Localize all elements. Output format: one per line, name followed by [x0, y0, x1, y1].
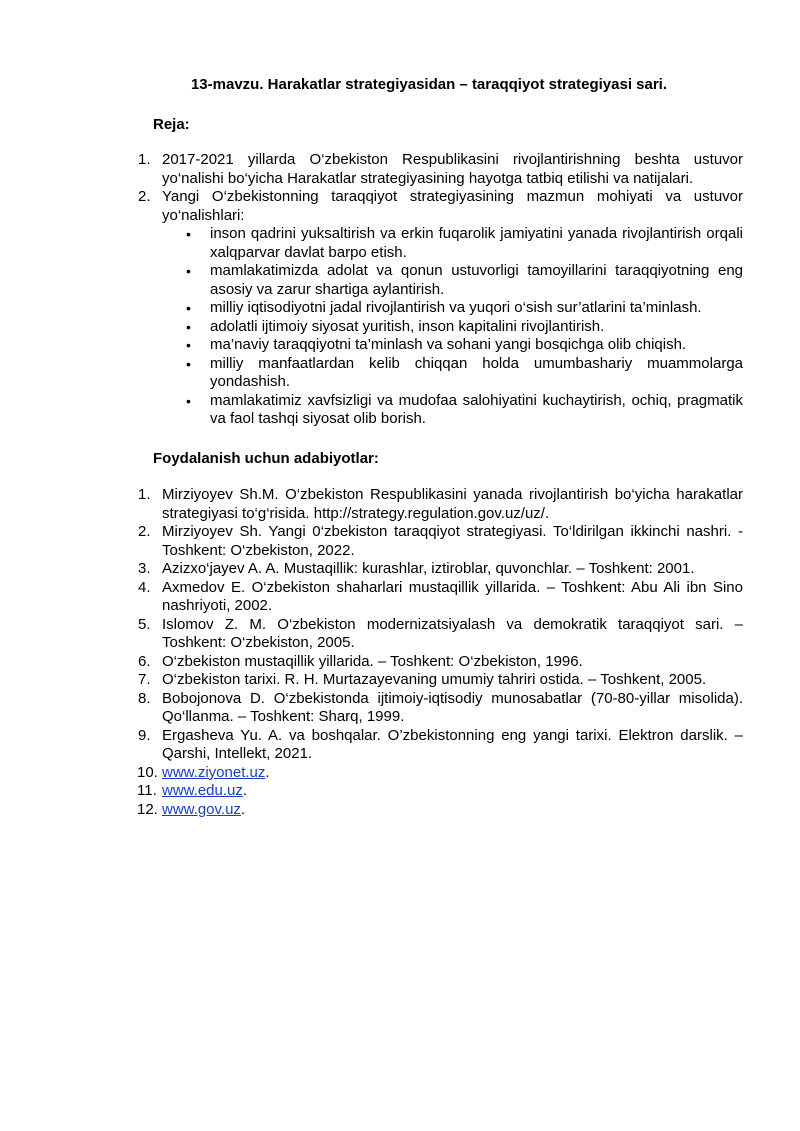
plan-item-1 — [138, 151, 743, 188]
reference-item — [138, 653, 743, 672]
plan-item-text: Yangi O‘zbekistonning taraqqiyot strategiyasining mazmun mohiyati va ustuvor yo‘nalishlari: — [162, 188, 743, 224]
reference-number: 8. — [138, 689, 151, 707]
reference-link-item — [138, 764, 743, 783]
link-suffix: . — [265, 763, 270, 781]
reference-text: Axmedov E. O‘zbekiston shaharlari mustaqillik yillarida. – Toshkent: Abu Ali ibn Sino nashriyoti, 2002. — [162, 578, 743, 614]
reference-number: 6. — [138, 652, 151, 670]
reference-item — [138, 616, 743, 653]
bullet-icon: • — [186, 318, 191, 335]
reference-item — [138, 486, 743, 523]
bullet-text: milliy iqtisodiyotni jadal rivojlantirish va yuqori o‘sish sur’atlarini ta’minlash. — [210, 299, 702, 316]
plan-item-number: 2. — [138, 188, 151, 205]
reference-number: 12. — [137, 800, 158, 818]
reference-text: Islomov Z. M. O‘zbekiston modernizatsiyalash va demokratik taraqqiyot sari. – Toshkent: O‘zbekiston, 2005. — [162, 615, 743, 651]
reference-item — [138, 671, 743, 690]
plan-item-text: 2017-2021 yillarda O‘zbekiston Respublikasini rivojlantirishning beshta ustuvor yo‘nalishi bo‘yicha Harakatlar strategiyasining hayotga tatbiq etilishi va natijalari. — [162, 151, 743, 187]
reference-text: O‘zbekiston mustaqillik yillarida. – Toshkent: O‘zbekiston, 1996. — [162, 652, 583, 670]
reference-number: 11. — [137, 782, 157, 799]
reference-item — [138, 560, 743, 579]
reference-link-item — [138, 782, 743, 801]
bullet-item — [162, 299, 743, 318]
bullet-text: milliy manfaatlardan kelib chiqqan holda umumbashariy muammolarga yondashish. — [210, 354, 743, 390]
bullet-icon: • — [186, 337, 191, 353]
bullet-item — [162, 392, 743, 429]
bullet-item — [162, 336, 743, 355]
bullet-item — [162, 262, 743, 299]
bullet-text: ma’naviy taraqqiyotni ta’minlash va sohani yangi bosqichga olib chiqish. — [210, 336, 687, 353]
plan-list — [138, 151, 743, 429]
bullet-text: adolatli ijtimoiy siyosat yuritish, inson kapitalini rivojlantirish. — [210, 317, 605, 335]
bullet-icon: • — [186, 226, 191, 242]
reference-item — [138, 690, 743, 727]
reference-link-item — [138, 801, 743, 820]
reference-number: 7. — [138, 671, 151, 688]
plan-item-2 — [138, 188, 743, 429]
bullet-text: mamlakatimizda adolat va qonun ustuvorligi tamoyillarini taraqqiyotning eng asosiy va zarur shartiga aylantirish. — [210, 262, 743, 298]
link-suffix: . — [240, 800, 246, 818]
reference-text: Bobojonova D. O‘zbekistonda ijtimoiy-iqtisodiy munosabatlar (70-80-yillar misolida). Qo‘llanma. – Toshkent: Sharq, 1999. — [162, 689, 743, 725]
topic-title: 13-mavzu. Harakatlar strategiyasidan – taraqqiyot strategiyasi sari. — [190, 76, 668, 93]
reference-number: 3. — [138, 560, 151, 577]
reference-number: 5. — [138, 615, 151, 633]
ziyonet-link[interactable]: www.ziyonet.uz — [162, 763, 266, 781]
literature-heading: Foydalanish uchun adabiyotlar: — [153, 450, 379, 467]
bullet-text: inson qadrini yuksaltirish va erkin fuqarolik jamiyatini yanada rivojlantirish orqali xalqparvar davlat barpo etish. — [210, 225, 743, 261]
link-suffix: . — [242, 782, 248, 799]
reference-text: Ergasheva Yu. A. va boshqalar. O’zbekistonning eng yangi tarixi. Elektron darslik. – Qarshi, Intellekt, 2021. — [162, 726, 743, 762]
reference-text: O‘zbekiston tarixi. R. H. Murtazayevaning umumiy tahriri ostida. – Toshkent, 2005. — [162, 671, 707, 688]
bullet-item — [162, 318, 743, 337]
bullet-icon: • — [186, 300, 191, 316]
reference-item — [138, 727, 743, 764]
reference-number: 9. — [138, 726, 151, 744]
reference-text: Mirziyoyev Sh.M. O‘zbekiston Respublikasini yanada rivojlantirish bo‘yicha harakatlar strategiyasi to‘g‘risida. http://strategy.regulation.gov.uz/uz/. — [162, 486, 743, 522]
plan-heading: Reja: — [153, 116, 190, 133]
edu-link[interactable]: www.edu.uz — [162, 782, 243, 799]
gov-link[interactable]: www.gov.uz — [162, 800, 241, 818]
bullet-icon: • — [186, 355, 191, 372]
reference-number: 1. — [138, 486, 151, 503]
reference-number: 2. — [138, 523, 151, 540]
reference-number: 10. — [137, 763, 158, 781]
bullet-icon: • — [186, 263, 191, 279]
reference-text: Mirziyoyev Sh. Yangi 0‘zbekiston taraqqiyot strategiyasi. To‘ldirilgan ikkinchi nashri. - Toshkent: O‘zbekiston, 2022. — [162, 523, 743, 559]
reference-number: 4. — [138, 578, 151, 596]
bullet-item — [162, 225, 743, 262]
bullet-item — [162, 355, 743, 392]
reference-text: Azizxo‘jayev A. A. Mustaqillik: kurashlar, iztiroblar, quvonchlar. – Toshkent: 2001. — [162, 560, 695, 577]
bullet-icon: • — [186, 392, 191, 409]
literature-list — [138, 486, 743, 819]
plan-item-number: 1. — [138, 151, 151, 168]
reference-item — [138, 523, 743, 560]
reference-item — [138, 579, 743, 616]
bullet-text: mamlakatimiz xavfsizligi va mudofaa salohiyatini kuchaytirish, ochiq, pragmatik va faol tashqi siyosat olib borish. — [210, 391, 743, 427]
plan-sub-bullets — [162, 225, 743, 429]
